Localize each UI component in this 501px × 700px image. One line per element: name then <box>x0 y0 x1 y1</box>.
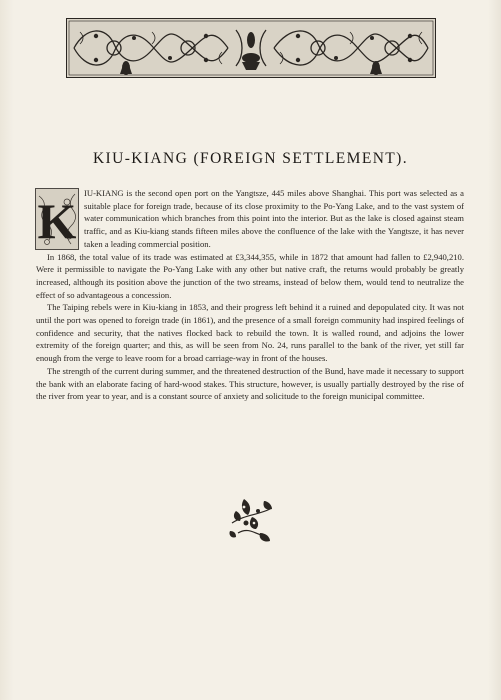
paragraph <box>36 187 464 251</box>
decorated-initial-k <box>35 188 79 250</box>
page-title: KIU-KIANG (FOREIGN SETTLEMENT). <box>92 150 409 167</box>
svg-text:K: K <box>37 193 77 249</box>
paragraph: The strength of the current during summer, and the threatened destruction of the Bund, have made it necessary to support the bank with an elaborate facing of hard-wood stakes. This structure, however, is usually partially destroyed by the rise of the river from year to year, and is a constant source of anxiety and solicitude to the foreign municipal committee. <box>36 365 464 402</box>
paragraph: The Taiping rebels were in Kiu-kiang in 1853, and their progress left behind it a ruined and depopulated city. It was not until the port was opened to foreign trade (in 1861), and the presence of a small foreign community had inspired feelings of confidence and security, that the natives flocked back to rebuild the town. It is walled round, and adjoins the lower extremity of the foreign quarter; and this, as will be seen from No. 24, runs parallel to the bank of the river, yet still far enough from the verge to leave room for a broad carriage-way in front of the houses. <box>36 302 464 364</box>
article-body <box>36 187 464 403</box>
paragraph-text: IU-KIANG is the second open port on the Yangtsze, 445 miles above Shanghai. This port was selected as a suitable place for foreign trade, because of its close proximity to the Po-Yang Lake, and to the vast system of water communication which branches from this point into the interior. But as the lake is closed against steam traffic, and as Kiu-kiang stands fifteen miles above the confluence of the lake with the Yangtsze, it has never taken a leading commercial position. <box>84 188 464 249</box>
floral-tailpiece <box>224 493 278 545</box>
paragraph: In 1868, the total value of its trade was estimated at £3,344,355, while in 1872 that amount had fallen to £2,940,210. Were it permissible to navigate the Po-Yang Lake with any other but native craft, the returns would probably be greatly increased, although its position above the junction of the two streams, instead of below them, would tend to neutralize the effect of so advantageous a concession. <box>36 251 464 300</box>
ornamental-headpiece <box>66 18 436 78</box>
